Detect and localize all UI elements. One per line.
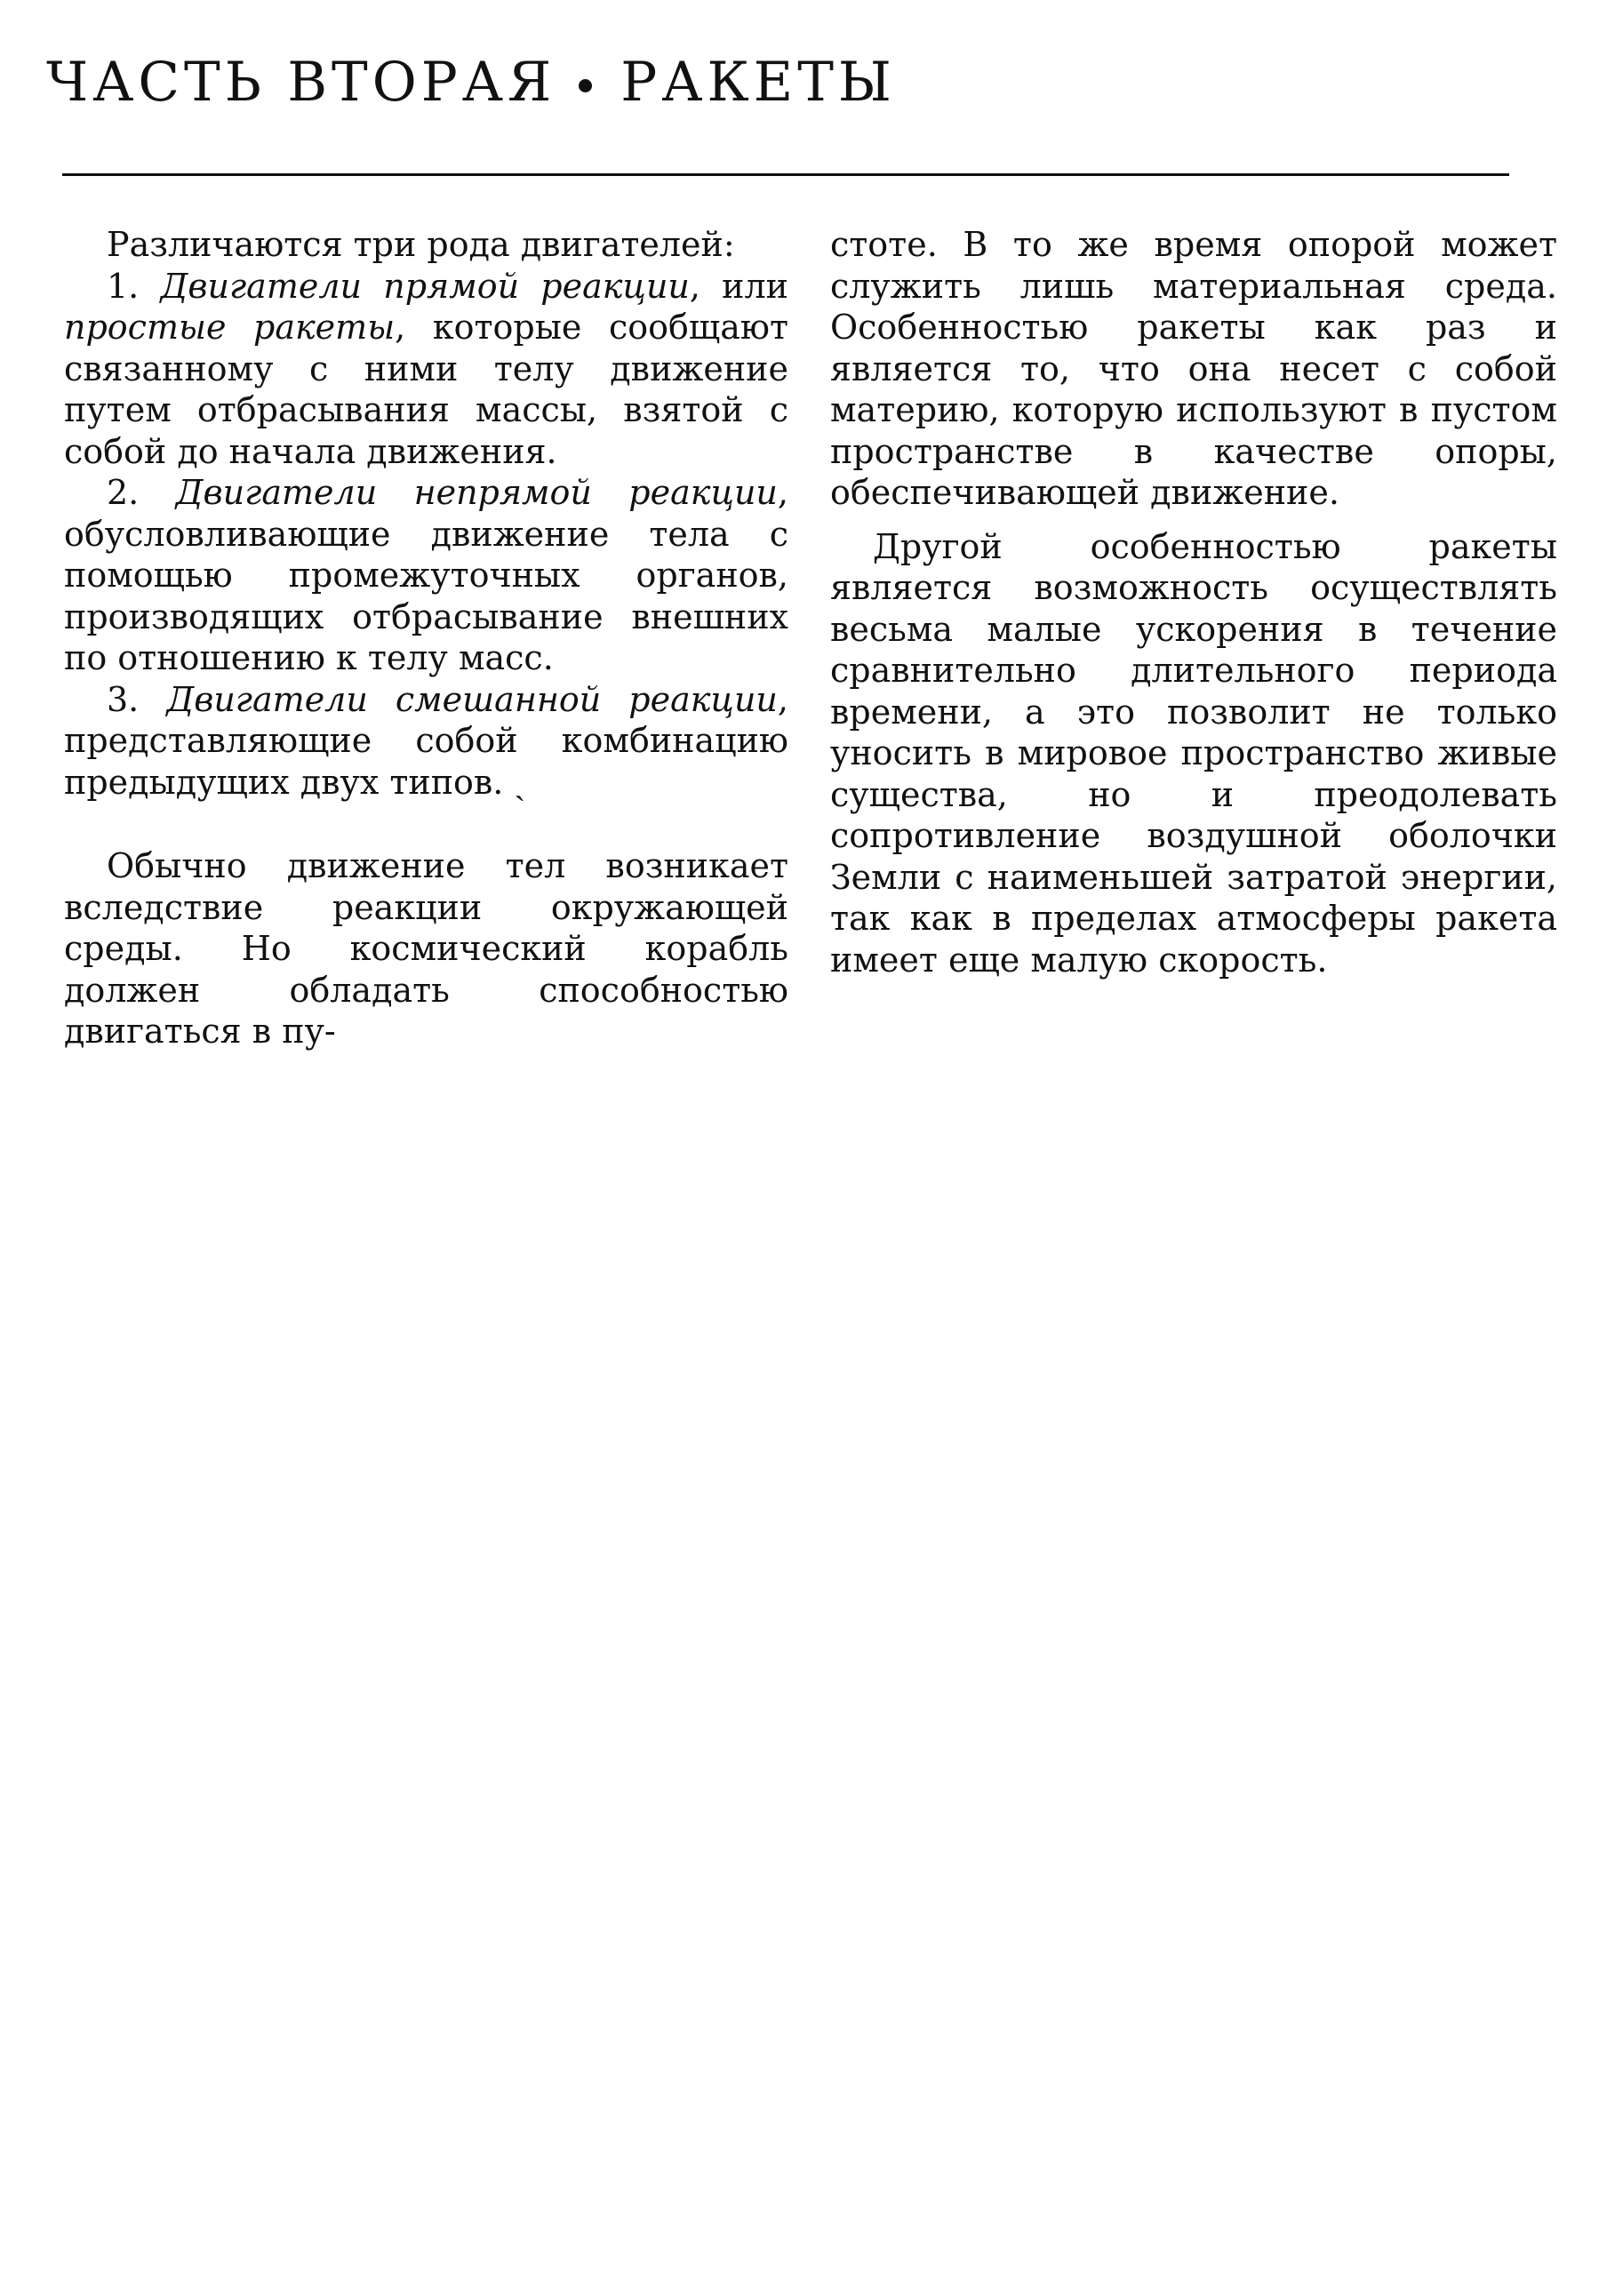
item-text: , обусловливающие движение тела с помощью промежуточных органов, производящих отбрасывание внешних по отношению к телу масс. bbox=[64, 473, 788, 677]
body-paragraph: Обычно движение тел возникает вследствие реакции окружающей среды. Но космический корабль должен обладать способностью двигаться в пу- bbox=[64, 846, 788, 1051]
bullet-separator bbox=[579, 79, 592, 92]
intro-text: Различаются три рода двигателей: bbox=[107, 225, 735, 264]
item-number: 2. bbox=[107, 473, 140, 512]
item-text: , которые сообщают связанному с ними телу движение путем отбрасывания массы, взятой с собой до начала движения. bbox=[64, 308, 789, 471]
section-title: РАКЕТЫ bbox=[620, 51, 896, 114]
body-paragraph: Другой особенностью ракеты является возможность осуществлять весьма малые ускорения в течение сравнительно длительного периода времени, а это позволит не только уносить в мировое пространство живые существа, но и преодолевать сопротивление воздушной оболочки Земли с наименьшей затратой энергии, так как в пределах атмосферы ракета имеет еще малую скорость. bbox=[830, 526, 1557, 980]
header-rule bbox=[62, 173, 1509, 176]
item-term-alt: простые ракеты bbox=[64, 308, 396, 347]
list-item-2 bbox=[64, 472, 788, 679]
item-term: Двигатели непрямой реакции bbox=[175, 473, 778, 512]
item-connector: , или bbox=[689, 266, 788, 306]
item-text: , представляющие собой комбинацию предыдущих двух типов. ˎ bbox=[64, 679, 788, 802]
continuation-paragraph: стоте. В то же время опорой может служить лишь материальная среда. Особенностью ракеты как раз и является то, что она несет с собой материю, которую используют в пустом пространстве в качестве опоры, обеспечивающей движение. bbox=[830, 225, 1557, 512]
item-number: 3. bbox=[107, 679, 140, 719]
item-term: Двигатели прямой реакции bbox=[160, 266, 690, 306]
list-item-3 bbox=[64, 679, 788, 804]
left-column bbox=[64, 224, 788, 1052]
right-column bbox=[830, 224, 1557, 980]
list-item-1 bbox=[64, 266, 788, 473]
page-header bbox=[46, 51, 896, 114]
part-title: ЧАСТЬ ВТОРАЯ bbox=[46, 51, 556, 114]
item-term: Двигатели смешанной реакции bbox=[166, 679, 778, 719]
item-number: 1. bbox=[107, 266, 140, 306]
